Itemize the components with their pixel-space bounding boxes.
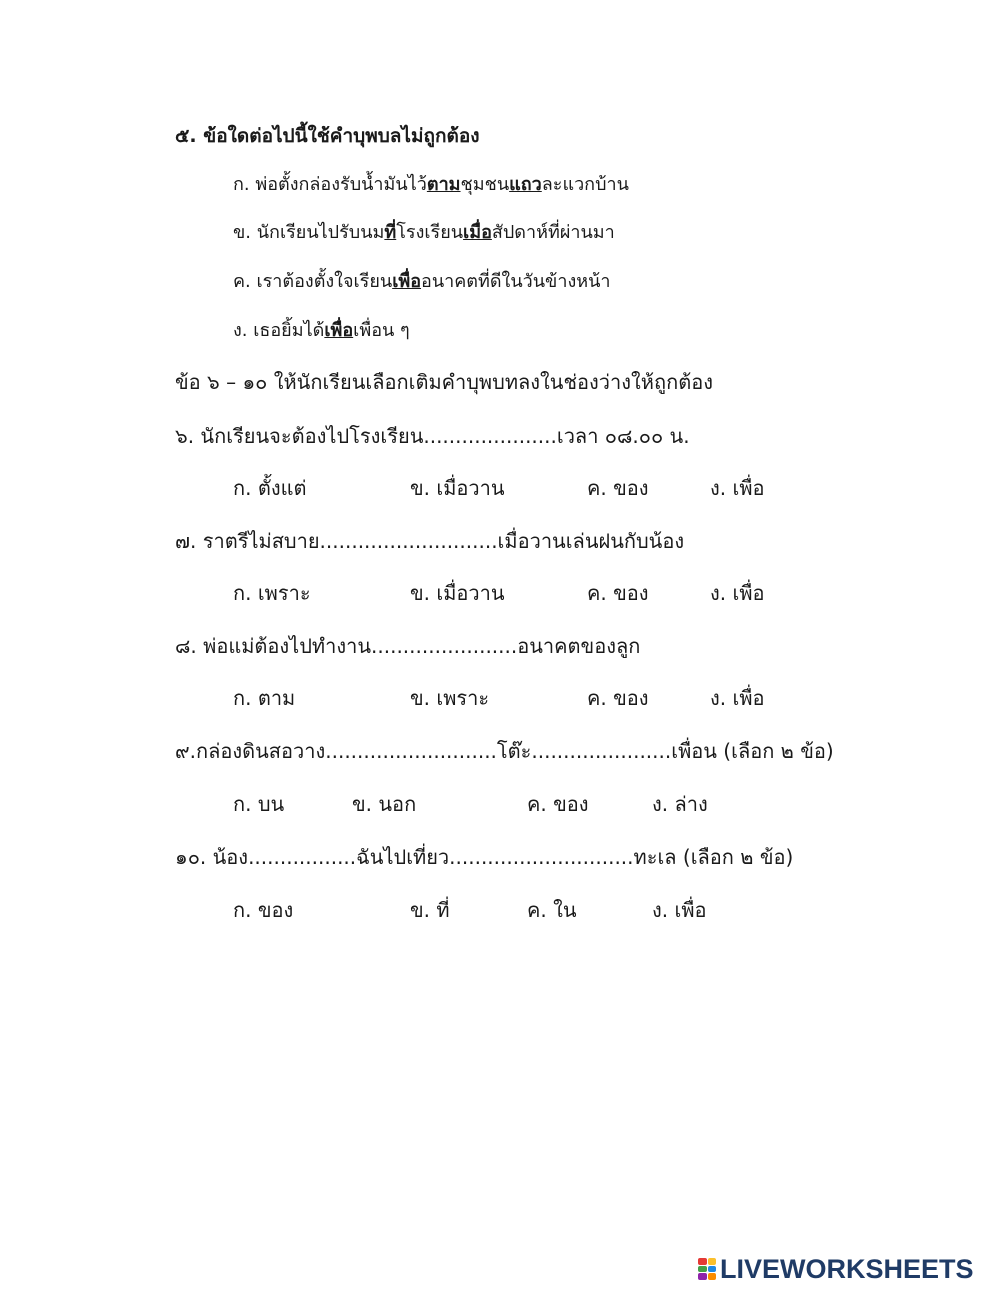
question-10-option-b[interactable]: ข. ที่ bbox=[410, 898, 450, 922]
option-text: ค. เราต้องตั้งใจเรียน bbox=[233, 271, 393, 292]
question-9-option-a[interactable]: ก. บน bbox=[233, 792, 285, 816]
option-text: ก. พ่อตั้งกล่องรับน้ำมันไว้ bbox=[233, 174, 427, 195]
question-8-option-c[interactable]: ค. ของ bbox=[587, 686, 649, 710]
question-10-option-d[interactable]: ง. เพื่อ bbox=[652, 898, 707, 922]
question-7-option-c[interactable]: ค. ของ bbox=[587, 581, 649, 605]
question-9-option-b[interactable]: ข. นอก bbox=[352, 792, 417, 816]
question-9-option-d[interactable]: ง. ล่าง bbox=[652, 792, 708, 816]
underlined-word: เพื่อ bbox=[392, 271, 422, 292]
option-text: ละแวกบ้าน bbox=[541, 174, 629, 195]
question-6-option-d[interactable]: ง. เพื่อ bbox=[710, 476, 765, 500]
logo-block bbox=[698, 1258, 707, 1265]
option-text: ข. นักเรียนไปรับนม bbox=[233, 222, 385, 243]
question-10-option-a[interactable]: ก. ของ bbox=[233, 898, 294, 922]
question-8-text: ๘. พ่อแม่ต้องไปทำงาน.......................อนาคตของลูก bbox=[175, 634, 641, 658]
option-text: ง. เธอยิ้มได้ bbox=[233, 320, 325, 341]
logo-block bbox=[698, 1273, 707, 1280]
question-5-option-b bbox=[233, 219, 615, 247]
underlined-word: ที่ bbox=[384, 222, 397, 243]
question-5-option-a bbox=[233, 171, 629, 199]
question-7-option-d[interactable]: ง. เพื่อ bbox=[710, 581, 765, 605]
option-text: โรงเรียน bbox=[396, 222, 464, 243]
logo-block bbox=[708, 1258, 717, 1265]
question-6-option-b[interactable]: ข. เมื่อวาน bbox=[410, 476, 505, 500]
question-9-option-c[interactable]: ค. ของ bbox=[527, 792, 589, 816]
liveworksheets-logo bbox=[698, 1254, 974, 1284]
question-6-text: ๖. นักเรียนจะต้องไปโรงเรียน.....................เวลา ๐๘.๐๐ น. bbox=[175, 424, 690, 448]
question-10-text: ๑๐. น้อง.................ฉันไปเที่ยว.............................ทะเล (เลือก ๒ ข้อ) bbox=[175, 845, 794, 869]
option-text: ชุมชน bbox=[460, 174, 510, 195]
question-5-option-d bbox=[233, 317, 410, 345]
question-6-option-a[interactable]: ก. ตั้งแต่ bbox=[233, 476, 307, 500]
underlined-word: เมื่อ bbox=[463, 222, 492, 243]
logo-block bbox=[698, 1266, 707, 1273]
option-text: เพื่อน ๆ bbox=[353, 320, 410, 341]
instruction-text: ข้อ ๖ – ๑๐ ให้นักเรียนเลือกเติมคำบุพบทลงในช่องว่างให้ถูกต้อง bbox=[175, 370, 713, 394]
question-7-option-a[interactable]: ก. เพราะ bbox=[233, 581, 311, 605]
option-text: สัปดาห์ที่ผ่านมา bbox=[491, 222, 615, 243]
question-5-title: ๕. ข้อใดต่อไปนี้ใช้คำบุพบลไม่ถูกต้อง bbox=[175, 125, 480, 147]
underlined-word: เพื่อ bbox=[324, 320, 354, 341]
option-text: อนาคตที่ดีในวันข้างหน้า bbox=[421, 271, 611, 292]
question-8-option-b[interactable]: ข. เพราะ bbox=[410, 686, 490, 710]
underlined-word: ตาม bbox=[426, 174, 461, 195]
logo-block bbox=[708, 1273, 717, 1280]
question-5-option-c bbox=[233, 268, 611, 296]
question-10-option-c[interactable]: ค. ใน bbox=[527, 898, 577, 922]
question-6-option-c[interactable]: ค. ของ bbox=[587, 476, 649, 500]
liveworksheets-logo-icon bbox=[698, 1258, 716, 1280]
question-8-option-d[interactable]: ง. เพื่อ bbox=[710, 686, 765, 710]
liveworksheets-logo-text: LIVEWORKSHEETS bbox=[720, 1253, 974, 1284]
underlined-word: แถว bbox=[509, 174, 542, 195]
question-7-text: ๗. ราตรีไม่สบาย............................เมื่อวานเล่นฝนกับน้อง bbox=[175, 529, 685, 553]
question-7-option-b[interactable]: ข. เมื่อวาน bbox=[410, 581, 505, 605]
question-8-option-a[interactable]: ก. ตาม bbox=[233, 686, 296, 710]
logo-block bbox=[708, 1266, 717, 1273]
question-9-text: ๙.กล่องดินสอวาง...........................โต๊ะ......................เพื่อน (เลือก ๒ ข้อ) bbox=[175, 739, 834, 763]
